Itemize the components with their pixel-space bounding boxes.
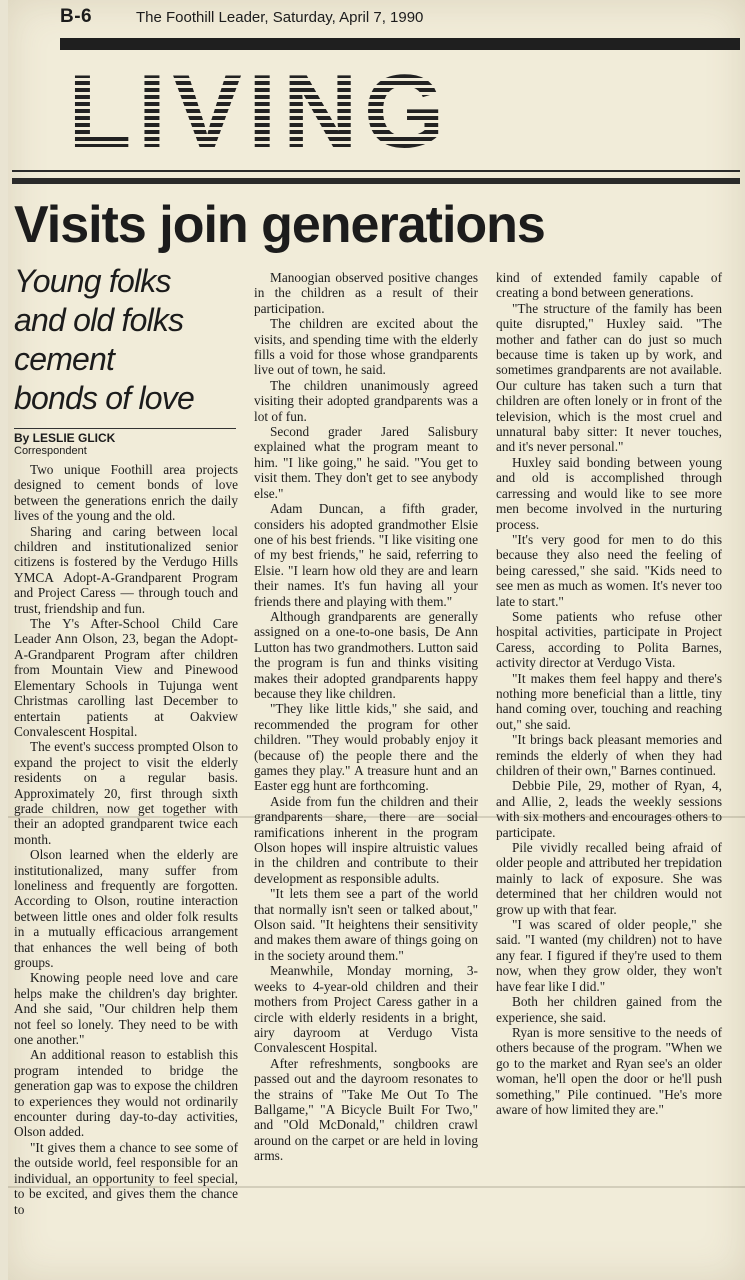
section-title: LIVING	[68, 60, 468, 164]
paragraph: The children unanimously agreed visiting their adopted grandparents was a lot of fun.	[254, 377, 478, 424]
paragraph: The Y's After-School Child Care Leader Ann Olson, 23, began the Adopt-A-Grandparent Program after children from Mountain View and Pinewood Elementary Schools in Tujunga went Christmas carolling last December to entertain patients at Oakview Convalescent Hospital.	[14, 616, 238, 739]
paragraph: "It gives them a chance to see some of the outside world, feel responsible for an individual, an opportunity to feel special, to be excited, and gives them the chance to	[14, 1139, 238, 1217]
paragraph: Some patients who refuse other hospital activities, participate in Project Caress, according to Polita Barnes, activity director at Verdugo Vista.	[496, 608, 722, 671]
paragraph: Second grader Jared Salisbury explained what the program meant to him. "I like going," he said. "You get to visit them. They don't get to see anybody else."	[254, 424, 478, 501]
header-bar	[60, 38, 740, 50]
deck-line: bonds of love	[14, 380, 194, 416]
paragraph: "It brings back pleasant memories and reminds the elderly of when they had children of their own," Barnes continued.	[496, 732, 722, 778]
page-number: B-6	[60, 6, 93, 27]
article-column-3	[496, 270, 722, 1117]
page-header	[60, 6, 740, 30]
paragraph: Two unique Foothill area projects designed to cement bonds of love between the generations enrich the daily lives of the young and the old.	[14, 462, 238, 524]
paragraph: After refreshments, songbooks are passed out and the dayroom resonates to the strains of "Take Me Out To The Ballgame," "A Bicycle Built For Two," and "Old McDonald," children crawl around on the carpet or are held in loving arms.	[254, 1055, 478, 1164]
paragraph: An additional reason to establish this program intended to bridge the generation gap was to expose the children to experiences they would not ordinarily encounter during day-to-day activities, Olson added.	[14, 1047, 238, 1140]
paragraph: Both her children gained from the experience, she said.	[496, 994, 722, 1025]
paragraph: Although grandparents are generally assigned on a one-to-one basis, De Ann Lutton has two grandmothers. Lutton said the program is fun and thinks visiting makes their adopted grandparents happy because they like children.	[254, 608, 478, 701]
paragraph: Knowing people need love and care helps make the children's day brighter. And she said, "Our children help them not feel so lonely. They need to be with one another."	[14, 970, 238, 1048]
paragraph: Olson learned when the elderly are institutionalized, many suffer from loneliness and frequently are forgotten. According to Olson, routine interaction between little ones and older folk results in a mutually efficacious arrangement that enhances the well being of both groups.	[14, 847, 238, 970]
paragraph: Meanwhile, Monday morning, 3-weeks to 4-year-old children and their mothers from Project Caress gather in a circle with elderly residents in a bright, airy dayroom at Verdugo Vista Convalescent Hospital.	[254, 963, 478, 1056]
article-column-2	[254, 270, 478, 1164]
paragraph: Sharing and caring between local children and institutionalized senior citizens is fostered by the Verdugo Hills YMCA Adopt-A-Grandparent Program and Project Caress — through touch and trust, friendship and fun.	[14, 523, 238, 616]
deck-line: cement	[14, 341, 115, 377]
paragraph: "I was scared of older people," she said. "I wanted (my children) not to have any fear. I figured if they're used to them now, when they grow older, they won't have fear like I did."	[496, 917, 722, 994]
paper-crease	[8, 816, 745, 818]
paragraph: The event's success prompted Olson to expand the project to visit the elderly residents on a regular basis. Approximately 20, first through sixth grade children, now get together with their an adopted grandparent twice each month.	[14, 739, 238, 847]
dateline: The Foothill Leader, Saturday, April 7, 1990	[136, 9, 424, 26]
paragraph: "It makes them feel happy and there's nothing more beneficial than a little, tiny hand coming over, touching and reaching out," she said.	[496, 670, 722, 732]
byline-role: Correspondent	[14, 445, 87, 457]
divider	[14, 428, 236, 429]
paragraph: "They like little kids," she said, and recommended the program for other children. "They would probably enjoy it (because of) the people there and the games they play." A treasure hunt and an Easter egg hunt are forthcoming.	[254, 701, 478, 794]
divider	[12, 170, 740, 172]
paragraph: kind of extended family capable of creating a bond between generations.	[496, 270, 722, 301]
paragraph: Pile vividly recalled being afraid of older people and attributed her trepidation mainly to lack of exposure. She was determined that her children would not grow up with that fear.	[496, 840, 722, 917]
divider	[12, 178, 740, 184]
paragraph: "It lets them see a part of the world that normally isn't seen or talked about," Olson said. "It heightens their sensitivity and makes them aware of things going on in the society around them."	[254, 886, 478, 963]
paper-crease	[8, 1186, 745, 1188]
article-column-1	[14, 462, 238, 1217]
byline-block	[14, 432, 236, 458]
deck-line: and old folks	[14, 302, 184, 338]
paragraph: Adam Duncan, a fifth grader, considers his adopted grandmother Elsie one of his best friends. "I like visiting one of my best friends," he said, referring to Elsie. "I learn how old they are and learn their names. It's fun having all your friends there and playing with them."	[254, 501, 478, 609]
deck	[14, 262, 244, 418]
byline: By LESLIE GLICK	[14, 431, 116, 445]
paragraph: Debbie Pile, 29, mother of Ryan, 4, and Allie, 2, leads the weekly sessions with six mothers and encourages others to participate.	[496, 778, 722, 840]
paragraph: The children are excited about the visits, and spending time with the elderly fills a void for those whose grandparents live out of town, he said.	[254, 316, 478, 378]
paragraph: "The structure of the family has been quite disrupted," Huxley said. "The mother and father can do just so much because time is taken up by work, and sometimes grandparents are not available. Our culture has taken such a turn that children are often lonely or in front of the television, which is the most cruel and unnatural baby sitter: It never touches, and it's never personal."	[496, 300, 722, 455]
headline: Visits join generations	[14, 196, 545, 254]
deck-line: Young folks	[14, 263, 171, 299]
paragraph: "It's very good for men to do this because they also need the feeling of being caressed," she said. "Kids need to see men as much as women. It's never too late to start."	[496, 531, 722, 609]
paragraph: Huxley said bonding between young and old is accomplished through carressing and would like to see more men become involved in the nurturing process.	[496, 454, 722, 532]
paragraph: Ryan is more sensitive to the needs of others because of the program. "When we go to the market and Ryan see's an older woman, he'll open the door or he'll push something," Pile continued. "He's more aware of how limited they are."	[496, 1024, 722, 1117]
paragraph: Manoogian observed positive changes in the children as a result of their participation.	[254, 270, 478, 316]
paragraph: Aside from fun the children and their grandparents share, there are social ramifications inherent in the program Olson hopes will inspire altruistic values in the children and contribute to their development as responsible adults.	[254, 793, 478, 886]
